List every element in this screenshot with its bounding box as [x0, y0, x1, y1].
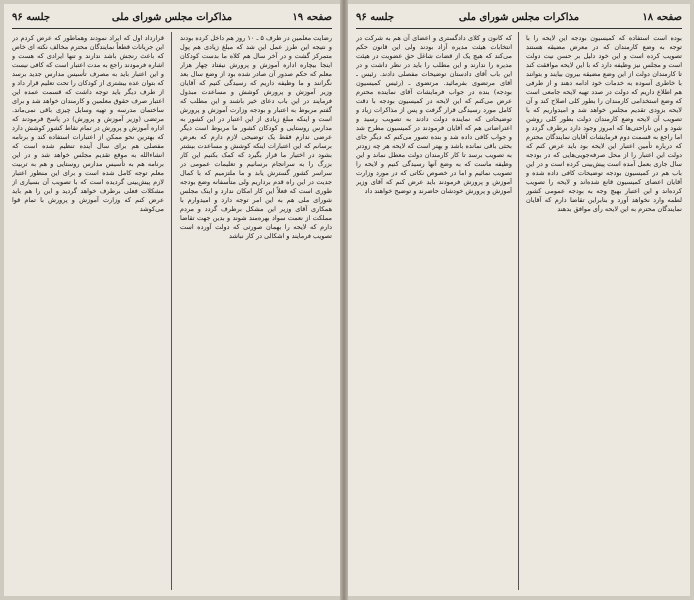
right-page-header — [356, 10, 682, 28]
right-page-session: جلسه ۹۶ — [356, 12, 395, 23]
left-page-header — [12, 10, 332, 28]
left-page-number: صفحه ۱۹ — [292, 12, 332, 23]
left-page-column-right-text: رضایت معلمین در ظرف ۵ ـ ۱۰ روز هم داخل کرده بودند و نتیجه این طرز عمل این شد که مبلغ زیادی هم پول متمرکز گشت و در آخر سال هم کلاه ما بدست کودکان اینجا بیچاره اداره آموزش و پرورش نیفتاد چهار هزار معلم که حکم صدور آن صادر شده بود از وضع سال بعد نگرانند و ما وظیفه داریم که رسیدگی کنیم که آقایان وزیر آموزش و پرورش کوشش و مساعدت مبذول فرمایند در این باب دعای خیر باشند و این مطلب که گفتم مربوط به اعتبار و بودجه وزارت آموزش و پرورش است و اینکه مبلغ زیادی از این اعتبار در این کشور به مدارس روستایی و کودکان کشور ما مربوط است دیگر عرضی ندارم فقط یک توضیحی لازم دارم که بعرض برسانم که این اعتبارات اینکه کوشش و مساعدت بیشتر بشود در اختیار ما قرار بگیرد که کمک بکنیم این کار بزرگ را به سرانجام برسانیم و تعلیمات عمومی در سراسر کشور گسترش یابد و ما ملتزمیم که با کمال جدیت در این راه قدم برداریم ولی متأسفانه وضع بودجه طوری است که فعلاً این کار امکان ندارد و اینک مجلس شورای ملی هم به این امر توجه دارد و امیدوارم با همکاری آقای وزیر این مشکل برطرف گردد و مردم مملکت از نعمت سواد بهره‌مند شوند و بدین جهت تقاضا دارم که لایحه را بهمان صورتی که دولت آورده است تصویب فرمایند و اشکالی در کار نباشد — [180, 34, 332, 240]
right-page — [348, 4, 690, 596]
book-gutter — [340, 0, 348, 600]
right-column-divider — [518, 32, 519, 590]
left-page-column-right — [180, 34, 332, 590]
left-page-session: جلسه ۹۶ — [12, 12, 51, 23]
left-header-rule — [12, 28, 332, 29]
right-page-column-left — [356, 34, 512, 590]
right-page-column-right-text: بوده است استفاده که کمیسیون بودجه این لایحه را با توجه به وضع کارمندان که در معرض مضیقه هستند تصویب کرده است و این خود دلیل بر حسن نیت دولت است و مجلس نیز وظیفه دارد که با این لایحه موافقت کند تا کارمندان دولت از این وضع مضیقه بیرون بیایند و بتوانند با خاطری آسوده به خدمات خود ادامه دهند و از طرفی هم اطلاع داریم که دولت در صدد تهیه لایحه جامعی است که وضع استخدامی کارمندان را بطور کلی اصلاح کند و آن لایحه بزودی تقدیم مجلس خواهد شد و امیدواریم که با تصویب آن لایحه وضع کارمندان دولت بطور کلی روشن شود و این ناراحتی‌ها که امروز وجود دارد برطرف گردد و اما راجع به قسمت دوم فرمایشات آقایان نمایندگان محترم که درباره تأمین اعتبار این لایحه بود باید عرض کنم که دولت این اعتبار را از محل صرفه‌جویی‌هایی که در بودجه سال جاری بعمل آمده است پیش‌بینی کرده است و در این باب هم در کمیسیون بودجه توضیحات کافی داده شده و آقایان اعضای کمیسیون قانع شده‌اند و لایحه را تصویب کرده‌اند و این اعتبار بهیچ وجه به بودجه عمومی کشور لطمه وارد نخواهد آورد و بنابراین تقاضا دارم که آقایان نمایندگان محترم به این لایحه رأی موافق بدهند — [526, 34, 682, 213]
right-page-number: صفحه ۱۸ — [642, 12, 682, 23]
left-column-divider — [171, 32, 172, 590]
right-header-rule — [356, 28, 682, 29]
left-page-column-left-text: قرارداد اول که ایراد نمودند وهماطور که عرض کردم در این جریانات قطعاً نمایندگان محترم مخالف نکته ای خاص که باعث رنجش باشد ندارند و تنها ایرادی که هست و اشاره فرمودند راجع به مدت اعتبار است که کافی نیست و این اعتبار باید به مصرف تأسیس مدارس جدید برسد که بتوان عده بیشتری از کودکان را تحت تعلیم قرار داد و از طرف دیگر باید توجه داشت که قسمت عمده این اعتبار صرف حقوق معلمین و کارمندان خواهد شد و برای ساختمان مدرسه و تهیه وسایل چیزی باقی نمی‌ماند. مرتضی (وزیر آموزش و پرورش) در پاسخ فرمودند که اداره آموزش و پرورش در تمام نقاط کشور کوشش دارد که بهترین نحو ممکن از اعتبارات استفاده کند و برنامه مفصلی هم برای سال آینده تنظیم شده است که انشاءالله به موقع تقدیم مجلس خواهد شد و در این برنامه هم به تأسیس مدارس روستایی و هم به تربیت معلم توجه کامل شده است و برای این منظور اعتبار لازم پیش‌بینی گردیده است که با تصویب آن بسیاری از مشکلات فعلی برطرف خواهد گردید و این را هم باید عرض کنم که وزارت آموزش و پرورش با تمام قوا می‌کوشد — [12, 34, 164, 213]
right-page-column-right — [526, 34, 682, 590]
left-page-column-left — [12, 34, 164, 590]
left-page — [4, 4, 340, 596]
right-page-column-left-text: که کانون و کلای دادگستری و اعضای آن هم به شرکت در انتخابات هیئت مدیره آزاد بودند ولی این قانون حکم می‌کند که هیچ یک از قضات شاغل حق عضویت در هیئت مدیره را ندارند و این مطلب را باید در نظر داشت و در این باب آقای دادستان توضیحات مفصلی دادند. رئیس ـ آقای مرتضوی بفرمائید. مرتضوی ـ (رئیس کمیسیون بودجه) بنده در جواب فرمایشات آقای نماینده محترم عرض می‌کنم که این لایحه در کمیسیون بودجه با دقت کامل مورد رسیدگی قرار گرفت و پس از مذاکرات زیاد و توضیحاتی که نماینده دولت دادند به تصویب رسید و اعتراضاتی هم که آقایان فرمودند در کمیسیون مطرح شد و جواب کافی داده شد و بنده تصور می‌کنم که دیگر جای بحثی باقی نمانده باشد و بهتر است که لایحه هر چه زودتر به تصویب برسد تا کار کارمندان دولت معطل نماند و این وظیفه ماست که به وضع آنها رسیدگی کنیم و لایحه را تصویب نمائیم و اما در خصوص نکاتی که در مورد وزارت آموزش و پرورش فرمودند باید عرض کنم که آقای وزیر آموزش و پرورش خودشان حاضرند و توضیح خواهند داد — [356, 34, 512, 195]
left-page-title: مذاکرات مجلس شورای ملی — [111, 12, 233, 23]
right-page-title: مذاکرات مجلس شورای ملی — [458, 12, 580, 23]
